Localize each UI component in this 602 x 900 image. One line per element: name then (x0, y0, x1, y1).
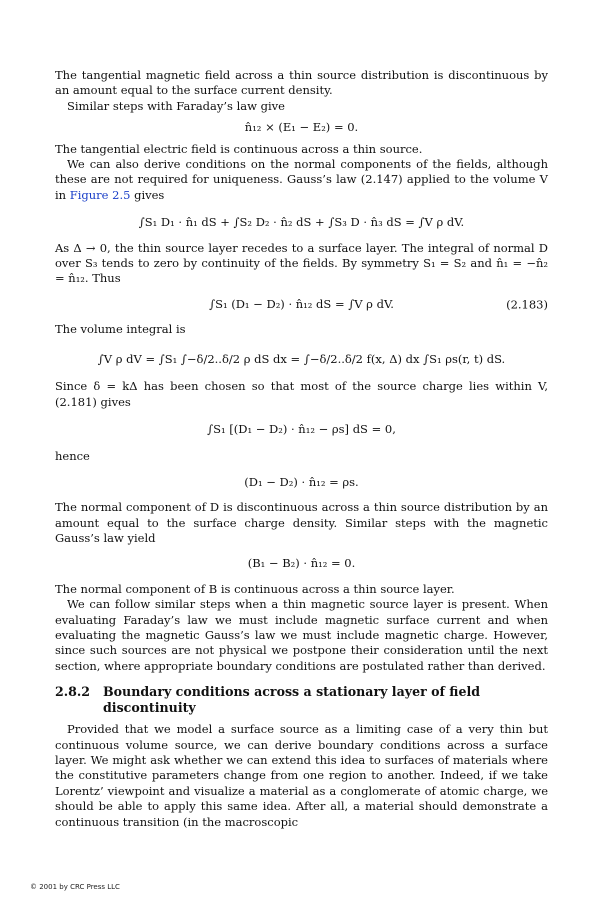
equation-text: ∫V ρ dV = ∫S₁ ∫−δ/2..δ/2 ρ dS dx = ∫−δ/2..δ/2 f(x, Δ) dx ∫S₁ ρs(r, t) dS. (97, 351, 506, 366)
equation-text: ∫S₁ (D₁ − D₂) · n̂₁₂ dS = ∫V ρ dV. (209, 296, 394, 311)
equation-text: n̂₁₂ × (E₁ − E₂) = 0. (244, 120, 359, 135)
equation-2183 (55, 297, 548, 312)
paragraph (55, 157, 548, 203)
equation-gauss (55, 215, 548, 230)
paragraph: The tangential electric field is continuous across a thin source. (55, 141, 423, 156)
paragraph: Similar steps with Faraday’s law give (67, 98, 285, 113)
paragraph: The volume integral is (55, 322, 186, 337)
section-title: Boundary conditions across a stationary layer of field discontinuity (103, 684, 481, 716)
paragraph: Provided that we model a surface source as a limiting case of a very thin but continuous volume source, we can derive boundary conditions across a surface layer. We might ask whether we can extend this idea to surfaces of materials where the constitutive parameters change from one region to another. Indeed, if we take Lorentz’ viewpoint and visualize a material as a conglomerate of atomic charge, we should be able to apply this same idea. After all, a material should demonstrate a continuous transition (in the macroscopic (55, 722, 548, 829)
equation-number: (2.183) (506, 296, 548, 311)
page-body (55, 68, 548, 830)
paragraph: Since δ = kΔ has been chosen so that most of the source charge lies within V, (2.181) gives (55, 379, 548, 409)
equation-b (55, 556, 548, 571)
equation-volume (55, 352, 548, 367)
equation-faraday (55, 120, 548, 135)
paragraph: The normal component of D is discontinuous across a thin source distribution by an amount equal to the surface charge density. Similar steps with the magnetic Gauss’s law yield (55, 500, 548, 545)
section-heading (55, 684, 548, 716)
equation-surface (55, 422, 548, 437)
equation-text: ∫S₁ [(D₁ − D₂) · n̂₁₂ − ρs] dS = 0, (207, 421, 396, 436)
text-run: We can also derive conditions on the normal components of the fields, although these are not required for uniqueness. Gauss’s law (2.147) applied to the volume V in (55, 157, 548, 202)
paragraph: We can follow similar steps when a thin magnetic source layer is present. When evaluating Faraday’s law we must include magnetic surface current and when evaluating the magnetic Gauss’s law we must include magnetic charge. However, since such sources are not physical we postpone their consideration until the next section, where appropriate boundary conditions are postulated rather than derived. (55, 597, 548, 673)
paragraph: As Δ → 0, the thin source layer recedes to a surface layer. The integral of normal D over S₃ tends to zero by continuity of the fields. By symmetry S₁ = S₂ and n̂₁ = −n̂₂ = n̂₁₂. Thus (55, 240, 548, 286)
equation-text: ∫S₁ D₁ · n̂₁ dS + ∫S₂ D₂ · n̂₂ dS + ∫S₃ D · n̂₃ dS = ∫V ρ dV. (138, 215, 465, 230)
copyright-footer: © 2001 by CRC Press LLC (30, 883, 120, 891)
section-number: 2.8.2 (55, 684, 91, 700)
paragraph: The tangential magnetic field across a thin source distribution is discontinuous by an amount equal to the surface current density. (55, 68, 548, 98)
equation-ds (55, 475, 548, 490)
equation-text: (D₁ − D₂) · n̂₁₂ = ρs. (244, 474, 359, 489)
equation-text: (B₁ − B₂) · n̂₁₂ = 0. (247, 556, 356, 571)
paragraph: hence (55, 449, 90, 464)
figure-link[interactable]: Figure 2.5 (69, 187, 131, 202)
text-run: gives (130, 187, 165, 202)
paragraph: The normal component of B is continuous across a thin source layer. (55, 581, 455, 596)
